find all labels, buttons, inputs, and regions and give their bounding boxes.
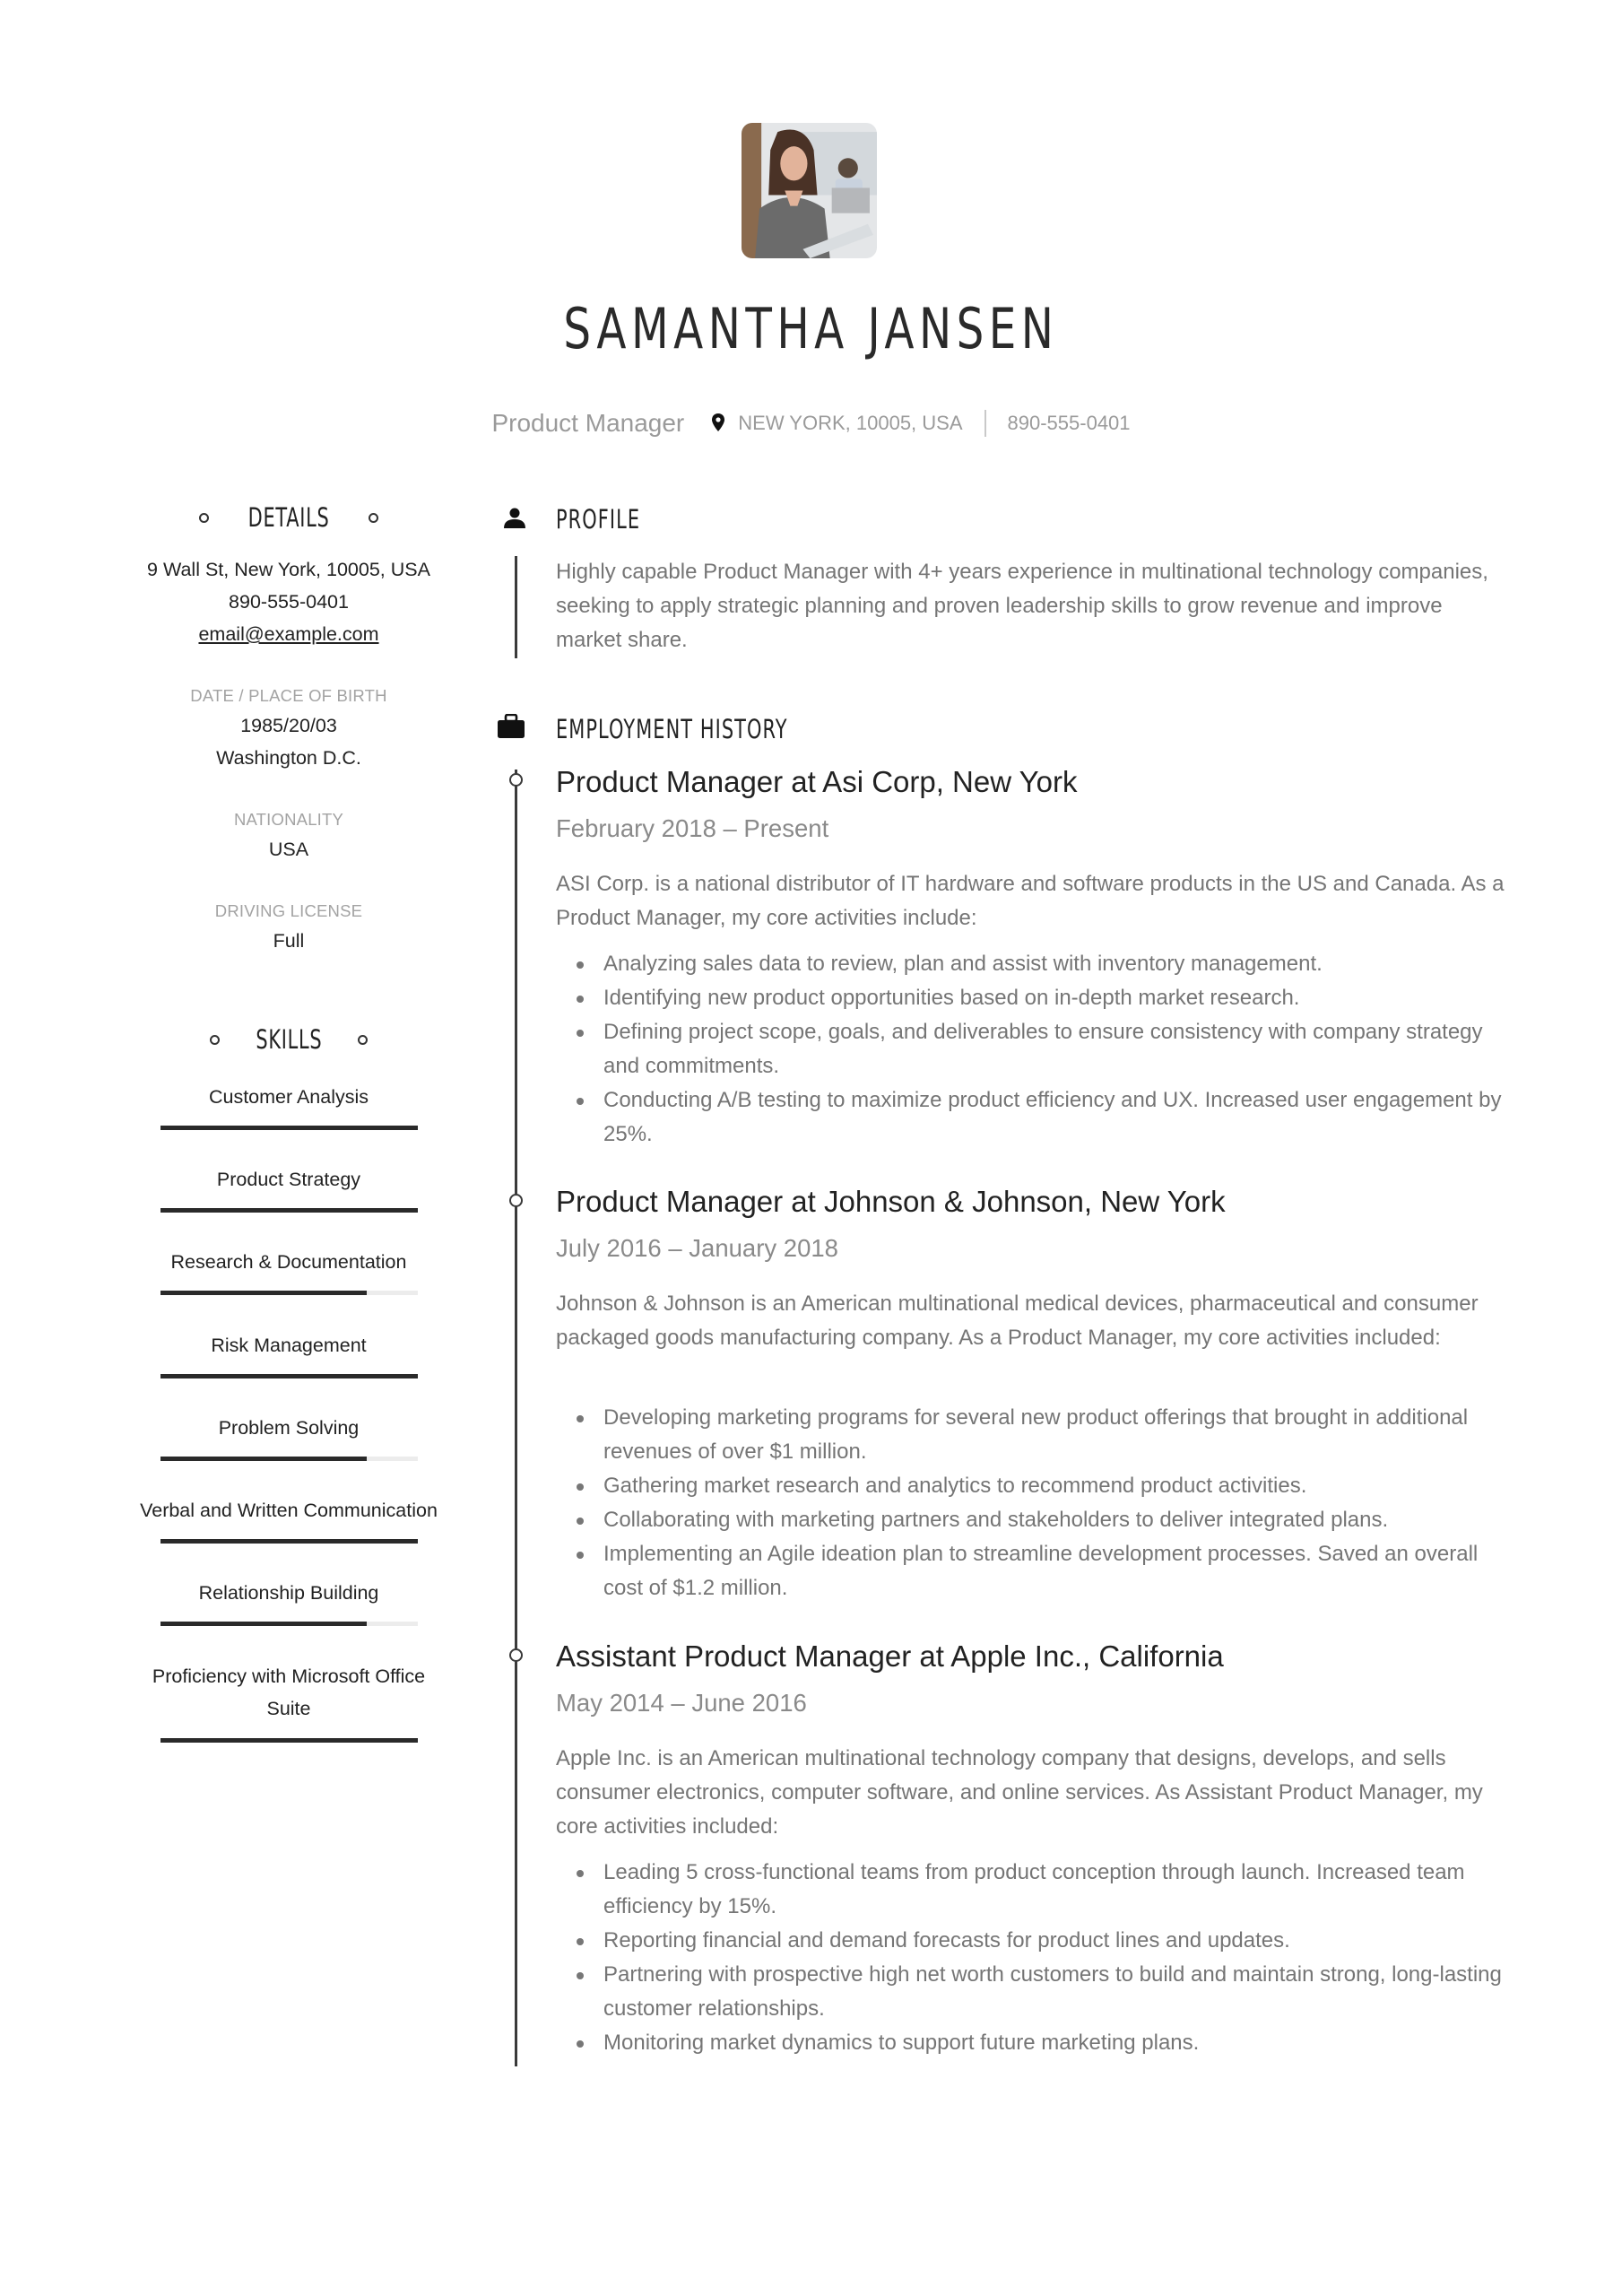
circle-icon xyxy=(358,1035,368,1045)
profile-heading: PROFILE xyxy=(556,504,641,535)
skill-level-fill xyxy=(160,1539,418,1544)
skill-item xyxy=(117,1494,461,1526)
skill-label: Research & Documentation xyxy=(170,1251,407,1273)
profile-photo-image xyxy=(742,123,877,258)
license-value: Full xyxy=(273,930,305,952)
skill-level-fill xyxy=(160,1291,367,1295)
job-bullet: Monitoring market dynamics to support future marketing plans. xyxy=(556,2026,1506,2060)
skill-item xyxy=(117,1577,461,1609)
profile-photo xyxy=(742,123,877,258)
details-email-wrapper xyxy=(117,623,461,646)
job-bullet: Analyzing sales data to review, plan and assist with inventory management. xyxy=(556,947,1506,981)
job-title: Product Manager at Asi Corp, New York xyxy=(556,765,1078,798)
skill-label: Product Strategy xyxy=(216,1169,361,1190)
skill-item xyxy=(117,1246,461,1278)
job-dates: May 2014 – June 2016 xyxy=(556,1689,807,1717)
skill-label: Relationship Building xyxy=(198,1582,379,1604)
skill-label: Problem Solving xyxy=(218,1417,360,1439)
job-description: ASI Corp. is a national distributor of IT hardware and software products in the US and Canada. As a Product Manager, my core activities include: xyxy=(556,872,1505,930)
birth-place: Washington D.C. xyxy=(216,747,361,769)
skill-item xyxy=(117,1412,461,1444)
skill-label: Proficiency with Microsoft Office Suite xyxy=(152,1665,426,1719)
job-title: Product Manager at Johnson & Johnson, New York xyxy=(556,1185,1226,1218)
job-bullet: Identifying new product opportunities based on in-depth market research. xyxy=(556,981,1506,1015)
skills-heading xyxy=(117,1024,461,1055)
employment-heading: EMPLOYMENT HISTORY xyxy=(556,714,788,744)
license-label: DRIVING LICENSE xyxy=(214,901,363,920)
skill-level-bar xyxy=(160,1291,418,1295)
details-heading xyxy=(117,502,461,533)
timeline-node xyxy=(509,1194,523,1207)
skill-level-fill xyxy=(160,1738,418,1743)
job-description: Apple Inc. is an American multinational technology company that designs, develops, and sells consumer electronics, computer software, and online services. As Assistant Product Manager, my core activities included: xyxy=(556,1746,1483,1839)
job-bullet: Collaborating with marketing partners and stakeholders to deliver integrated plans. xyxy=(556,1503,1506,1537)
circle-icon xyxy=(199,513,209,523)
job-bullet: Developing marketing programs for several new product offerings that brought in additional revenues of over $1 million. xyxy=(556,1401,1506,1469)
profile-side-line xyxy=(515,556,517,658)
header-location: NEW YORK, 10005, USA xyxy=(738,412,963,434)
job-dates: February 2018 – Present xyxy=(556,814,829,842)
employment-timeline-line xyxy=(515,770,517,2066)
job-bullet: Implementing an Agile ideation plan to streamline development processes. Saved an overall cost of $1.2 million. xyxy=(556,1537,1506,1605)
header-phone: 890-555-0401 xyxy=(1007,412,1131,434)
candidate-name: SAMANTHA JANSEN xyxy=(563,296,1059,361)
job-dates: July 2016 – January 2018 xyxy=(556,1234,838,1262)
skill-level-bar xyxy=(160,1622,418,1626)
skill-item xyxy=(117,1163,461,1196)
person-icon xyxy=(503,508,526,534)
profile-summary: Highly capable Product Manager with 4+ years experience in multinational technology companies, seeking to apply strategic planning and proven leadership skills to grow revenue and improve market share. xyxy=(556,560,1488,652)
skill-item xyxy=(117,1081,461,1113)
skill-level-fill xyxy=(160,1622,367,1626)
skill-level-bar xyxy=(160,1738,418,1743)
nationality-label: NATIONALITY xyxy=(233,810,344,829)
details-email-link[interactable]: email@example.com xyxy=(198,623,379,645)
skill-level-bar xyxy=(160,1457,418,1461)
circle-icon xyxy=(369,513,378,523)
job-bullet: Leading 5 cross-functional teams from product conception through launch. Increased team efficiency by 15%. xyxy=(556,1856,1506,1924)
skill-level-bar xyxy=(160,1208,418,1213)
location-pin-icon xyxy=(711,413,725,434)
header-divider xyxy=(984,410,986,437)
circle-icon xyxy=(210,1035,220,1045)
timeline-node xyxy=(509,1648,523,1662)
skill-level-fill xyxy=(160,1457,367,1461)
skill-level-fill xyxy=(160,1126,418,1130)
skill-label: Risk Management xyxy=(211,1335,367,1356)
job-bullet: Reporting financial and demand forecasts for product lines and updates. xyxy=(556,1924,1506,1958)
header-contact-line xyxy=(0,409,1622,438)
details-heading-text: DETAILS xyxy=(247,502,330,533)
timeline-node xyxy=(509,773,523,787)
job-bullet: Partnering with prospective high net worth customers to build and maintain strong, long-lasting customer relationships. xyxy=(556,1958,1506,2026)
skills-heading-text: SKILLS xyxy=(256,1024,322,1055)
job-bullet: Defining project scope, goals, and deliverables to ensure consistency with company strategy and commitments. xyxy=(556,1015,1506,1083)
skill-level-bar xyxy=(160,1539,418,1544)
job-description: Johnson & Johnson is an American multinational medical devices, pharmaceutical and consumer packaged goods manufacturing company. As a Product Manager, my core activities included: xyxy=(556,1292,1479,1350)
nationality-value: USA xyxy=(268,839,309,860)
job-bullets xyxy=(556,947,1506,1152)
skill-level-fill xyxy=(160,1374,418,1378)
job-bullet: Gathering market research and analytics to recommend product activities. xyxy=(556,1469,1506,1503)
birth-date: 1985/20/03 xyxy=(240,715,337,736)
skill-label: Verbal and Written Communication xyxy=(140,1500,438,1521)
skill-level-fill xyxy=(160,1208,418,1213)
job-title: Assistant Product Manager at Apple Inc., California xyxy=(556,1639,1224,1673)
birth-label: DATE / PLACE OF BIRTH xyxy=(190,686,387,705)
job-bullets xyxy=(556,1856,1506,2060)
details-phone: 890-555-0401 xyxy=(229,591,349,613)
details-address: 9 Wall St, New York, 10005, USA xyxy=(147,559,430,580)
job-bullets xyxy=(556,1401,1506,1605)
header-job-title: Product Manager xyxy=(491,409,685,437)
skill-label: Customer Analysis xyxy=(208,1086,369,1108)
skill-item xyxy=(117,1660,461,1725)
skill-level-bar xyxy=(160,1126,418,1130)
skill-item xyxy=(117,1329,461,1361)
job-bullet: Conducting A/B testing to maximize product efficiency and UX. Increased user engagement by 25%. xyxy=(556,1083,1506,1152)
briefcase-icon xyxy=(497,714,525,744)
skill-level-bar xyxy=(160,1374,418,1378)
